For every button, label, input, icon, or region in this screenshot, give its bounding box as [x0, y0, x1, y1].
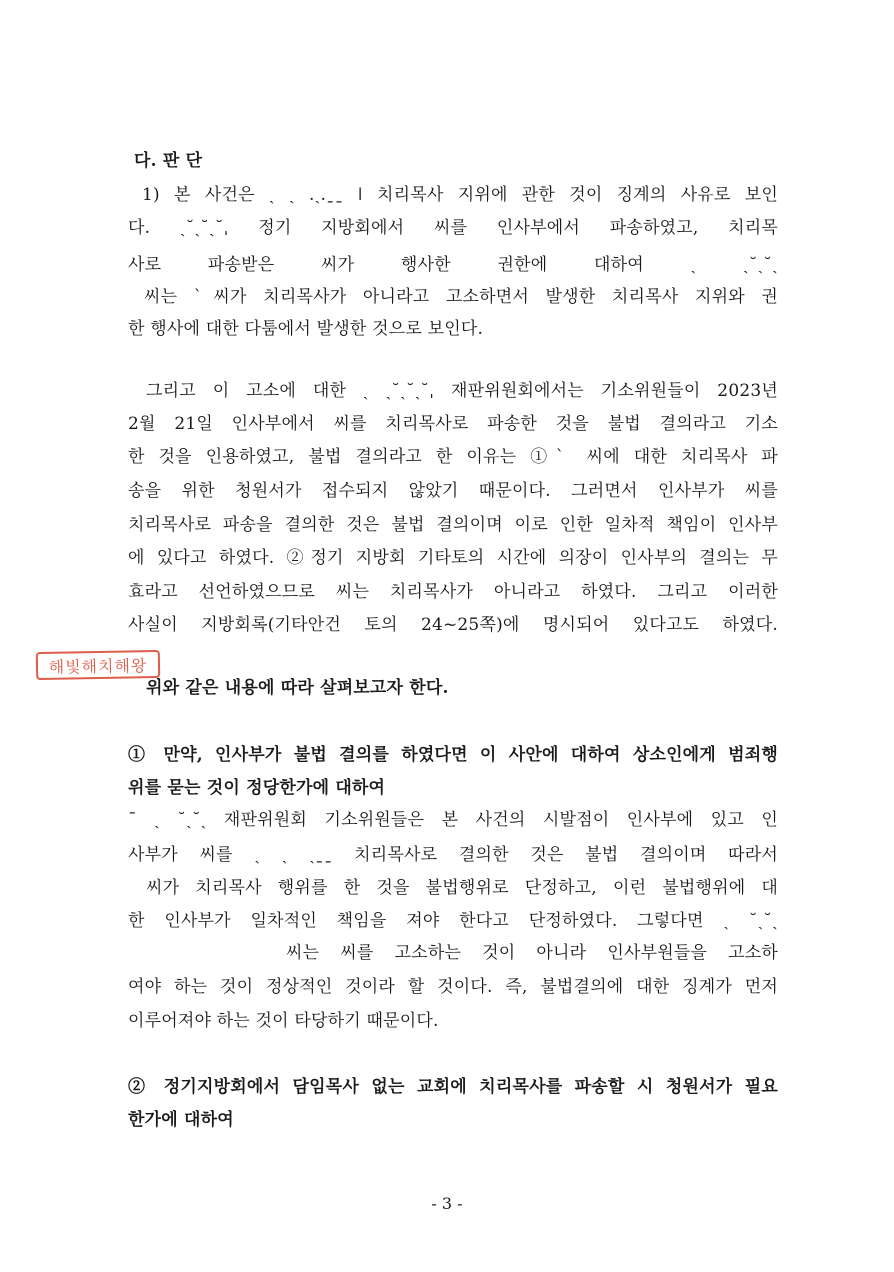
paragraph-line: 1) 본 사건은 ˎ ˎ .ˎ.ˍˍ ǀ 치리목사 지위에 관한 것이 징계의 사유로 보인: [142, 185, 778, 205]
paragraph-line: 사로 파송받은 씨가 행사한 권한에 대하여 ˎ ˎ˘ˎ˘ˎ: [128, 255, 778, 275]
paragraph-line: 다. ˎ˘ˎ˘ˎ˘ˌ 정기 지방회에서 씨를 인사부에서 파송하였고, 치리목: [128, 218, 778, 238]
paragraph-line: 치리목사로 파송을 결의한 것은 불법 결의이며 이로 인한 일차적 책임이 인사부: [128, 515, 778, 535]
paragraph-line: 사부가 씨를 ˎ ˎ ˎˍˍ 치리목사로 결의한 것은 불법 결의이며 따라서: [128, 845, 778, 865]
paragraph-line: 송을 위한 청원서가 접수되지 않았기 때문이다. 그러면서 인사부가 씨를: [128, 481, 778, 501]
section-heading: 다. 판 단: [134, 151, 203, 171]
subheading-line: ② 정기지방회에서 담임목사 없는 교회에 치리목사를 파송할 시 청원서가 필요: [128, 1077, 778, 1097]
paragraph-line: 사실이 지방회록(기타안건 토의 24~25쪽)에 명시되어 있다고도 하였다.: [128, 615, 778, 635]
paragraph-line: 씨가 치리목사 행위를 한 것을 불법행위로 단정하고, 이런 불법행위에 대: [146, 878, 778, 898]
paragraph-line: 한 인사부가 일차적인 책임을 져야 한다고 단정하였다. 그렇다면 ˎ ˘ˎ˘ˎ: [128, 911, 778, 931]
paragraph-line: 씨는 씨를 고소하는 것이 아니라 인사부원들을 고소하: [286, 943, 778, 963]
paragraph-line: 에 있다고 하였다. ②정기 지방회 기타토의 시간에 의장이 인사부의 결의는 무: [128, 548, 778, 568]
paragraph-line: 위와 같은 내용에 따라 살펴보고자 한다.: [146, 678, 449, 698]
paragraph-line: 여야 하는 것이 정상적인 것이라 할 것이다. 즉, 불법결의에 대한 징계가 먼저: [128, 977, 778, 997]
paragraph-line: 이루어져야 하는 것이 타당하기 때문이다.: [128, 1011, 439, 1031]
page-number: - 3 -: [431, 1194, 463, 1213]
seal-stamp: 해빛해치해왕: [36, 650, 160, 680]
paragraph-line: ˉ ˎ ˘ˎ˘ˎ 재판위원회 기소위원들은 본 사건의 시발점이 인사부에 있고 인: [128, 810, 778, 830]
paragraph-line: 그리고 이 고소에 대한 ˎ ˎ˘ˎ˘ˎ˘ˌ 재판위원회에서는 기소위원들이 2023년: [146, 381, 778, 401]
subheading-line: ① 만약, 인사부가 불법 결의를 하였다면 이 사안에 대하여 상소인에게 범죄행: [128, 745, 778, 765]
subheading-line: 위를 묻는 것이 정당한가에 대하여: [128, 778, 386, 798]
paragraph-line: 씨는 ˋ씨가 치리목사가 아니라고 고소하면서 발생한 치리목사 지위와 권: [144, 287, 778, 307]
paragraph-line: 한 것을 인용하였고, 불법 결의라고 한 이유는 ①ˋ 씨에 대한 치리목사 파: [128, 447, 778, 467]
paragraph-line: 한 행사에 대한 다툼에서 발생한 것으로 보인다.: [128, 319, 484, 339]
paragraph-line: 효라고 선언하였으므로 씨는 치리목사가 아니라고 하였다. 그리고 이러한: [128, 582, 778, 602]
paragraph-line: 2월 21일 인사부에서 씨를 치리목사로 파송한 것을 불법 결의라고 기소: [128, 414, 778, 434]
subheading-line: 한가에 대하여: [128, 1110, 234, 1130]
